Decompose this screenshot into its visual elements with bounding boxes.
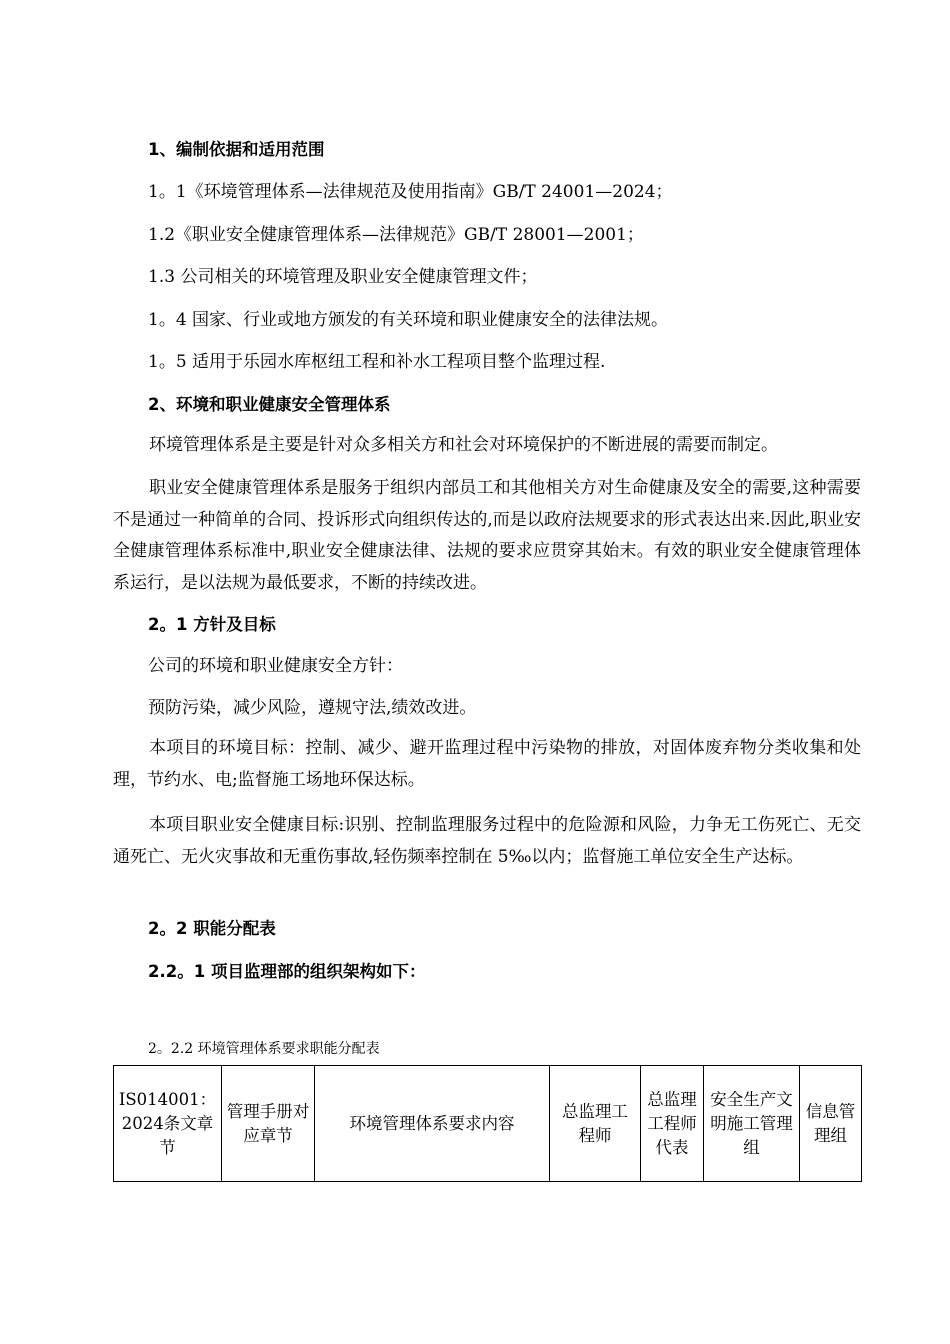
table-caption: 2。2.2 环境管理体系要求职能分配表: [148, 1041, 380, 1057]
section-2-2-1-heading: 2.2。1 项目监理部的组织架构如下：: [148, 962, 426, 981]
safety-target-paragraph: 本项目职业安全健康目标:识别、控制监理服务过程中的危险源和风险，力争无工伤死亡、无交通死亡、无火灾事故和无重伤事故,轻伤频率控制在 5‰以内；监督施工单位安全生产达标。: [113, 815, 861, 867]
function-allocation-table: [113, 1065, 862, 1182]
header-cell-chief-representative: 总监理工程师代表: [641, 1066, 704, 1182]
section-1-item: 1。5 适用于乐园水库枢纽工程和补水工程项目整个监理过程.: [148, 352, 606, 372]
environment-target-paragraph: 本项目的环境目标：控制、减少、避开监理过程中污染物的排放，对固体废弃物分类收集和处理，节约水、电;监督施工场地环保达标。: [113, 738, 861, 790]
section-1-item: 1.3 公司相关的环境管理及职业安全健康管理文件；: [148, 267, 538, 287]
policy-statement: 预防污染，减少风险，遵规守法,绩效改进。: [148, 698, 477, 718]
header-cell-chief-engineer: 总监理工程师: [550, 1066, 641, 1182]
section-1-item: 1.2《职业安全健康管理体系—法律规范》GB/T 28001—2001；: [148, 225, 644, 245]
policy-intro: 公司的环境和职业健康安全方针：: [148, 656, 403, 676]
section-1-heading: 1、编制依据和适用范围: [148, 140, 325, 159]
header-cell-info-group: 信息管理组: [800, 1066, 862, 1182]
header-cell-requirement: 环境管理体系要求内容: [315, 1066, 550, 1182]
table-header-row: [114, 1066, 862, 1182]
section-2-heading: 2、环境和职业健康安全管理体系: [148, 395, 391, 414]
section-2-2-heading: 2。2 职能分配表: [148, 919, 276, 938]
section-2-1-heading: 2。1 方针及目标: [148, 615, 276, 634]
section-2-paragraph-safety: 职业安全健康管理体系是服务于组织内部员工和其他相关方对生命健康及安全的需要,这种需要不是通过一种简单的合同、投诉形式向组织传达的,而是以政府法规要求的形式表达出来.因此,职业安全健康管理体系标准中,职业安全健康法律、法规的要求应贯穿其始末。有效的职业安全健康管理体系运行，是以法规为最低要求，不断的持续改进。: [113, 478, 861, 593]
header-cell-safety-group: 安全生产文明施工管理组: [704, 1066, 800, 1182]
header-cell-clause: IS014001：2024条文章节: [114, 1066, 222, 1182]
header-cell-manual-chapter: 管理手册对应章节: [222, 1066, 315, 1182]
section-1-item: 1。1《环境管理体系—法律规范及使用指南》GB/T 24001—2024；: [148, 182, 673, 202]
section-1-item: 1。4 国家、行业或地方颁发的有关环境和职业健康安全的法律法规。: [148, 310, 669, 330]
section-2-paragraph-env: 环境管理体系是主要是针对众多相关方和社会对环境保护的不断进展的需要而制定。: [149, 435, 778, 455]
